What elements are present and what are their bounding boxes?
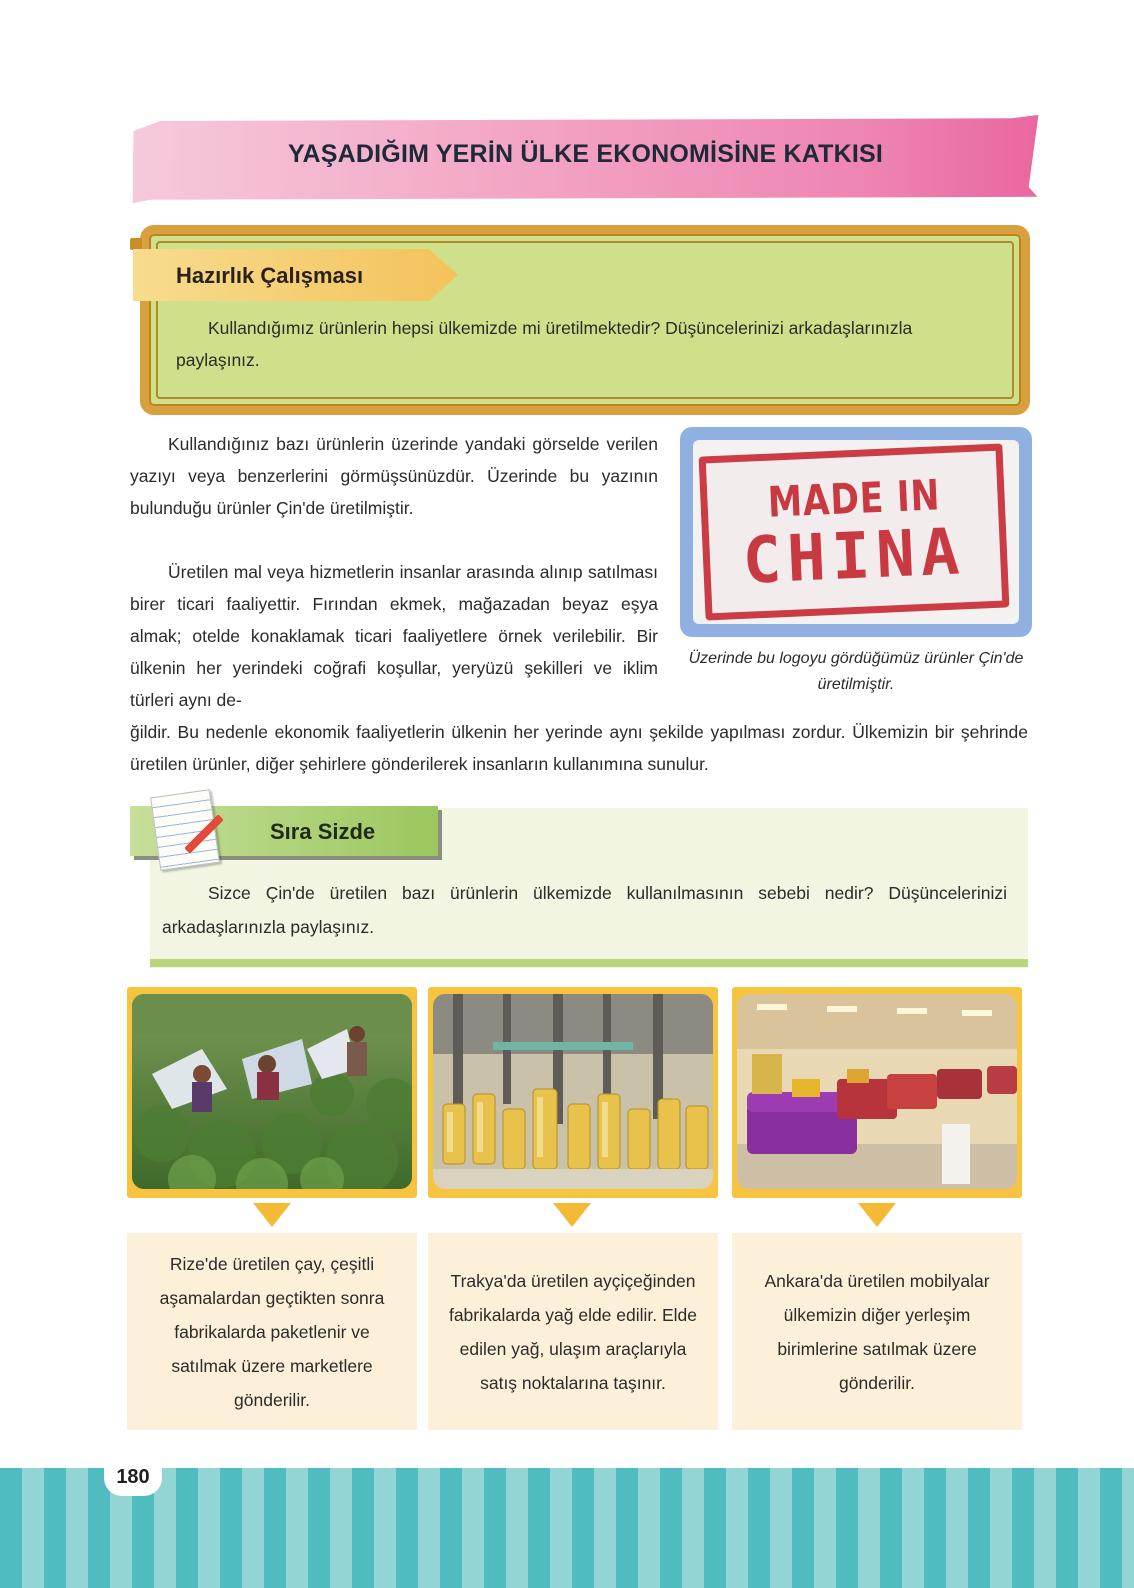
page-number: 180 [116, 1466, 150, 1488]
photo-oil-factory [433, 994, 713, 1189]
caption-oil: Trakya'da üretilen ayçiçeğinden fabrikalarda yağ elde edilir. Elde edilen yağ, ulaşım araçlarıyla satış noktalarına taşınır. [448, 1270, 698, 1393]
body-paragraph-3: ğildir. Bu nedenle ekonomik faaliyetlerin ülkenin her yerinde aynı şekilde yapılması zordur. Ülkemizin bir şehrinde üretilen ürünler, diğer şehirlere gönderilerek insanların kullanımına sunulur. [130, 722, 1028, 774]
oil-factory-illustration [433, 994, 713, 1189]
your-turn-heading: Sıra Sizde [270, 819, 376, 844]
caption-box-oil [428, 1233, 718, 1430]
arrow-down-furniture [858, 1203, 896, 1227]
arrow-down-tea [253, 1203, 291, 1227]
stamp-text-made-in: MADE IN [766, 470, 942, 527]
made-in-china-caption: Üzerinde bu logoyu gördüğümüz ürünler Çin'de üretilmiştir. [688, 650, 1024, 693]
body-paragraph-1-text: Kullandığınız bazı ürünlerin üzerinde yandaki görselde verilen yazıyı veya benzerlerini görmüşsünüzdür. Üzerinde bu yazının bulunduğu ürünler Çin'de üretilmiştir. [130, 434, 658, 518]
body-paragraph-1 [130, 428, 658, 524]
stamp-text-china: CHINA [741, 515, 967, 599]
preparation-text-content: Kullandığımız ürünlerin hepsi ülkemizde mi üretilmektedir? Düşüncelerinizi arkadaşlarınızla paylaşınız. [176, 318, 913, 370]
caption-box-furniture [732, 1233, 1022, 1430]
your-turn-text [162, 876, 1007, 944]
your-turn-box-bottom-bar [150, 959, 1028, 967]
caption-furniture: Ankara'da üretilen mobilyalar ülkemizin diğer yerleşim birimlerine satılmak üzere gönderilir. [764, 1270, 990, 1393]
furniture-store-illustration [737, 994, 1017, 1189]
body-paragraph-2-text: Üretilen mal veya hizmetlerin insanlar arasında alınıp satılması birer ticari faaliyettir. Fırından ekmek, mağazadan beyaz eşya almak; otelde konaklamak ticari faaliyetlere örnek verilebilir. Bir ülkenin her yerindeki coğrafi koşullar, yeryüzü şekilleri ve iklim türleri aynı de- [130, 562, 658, 710]
photo-furniture-store [737, 994, 1017, 1189]
footer-stripes [0, 1468, 1134, 1588]
caption-box-tea [127, 1233, 417, 1430]
photo-tea-harvest [132, 994, 412, 1189]
preparation-heading: Hazırlık Çalışması [176, 263, 364, 288]
page-title: YAŞADIĞIM YERİN ÜLKE EKONOMİSİNE KATKISI [287, 140, 884, 168]
arrow-down-oil [553, 1203, 591, 1227]
your-turn-text-content: Sizce Çin'de üretilen bazı ürünlerin ülkemizde kullanılmasının sebebi nedir? Düşüncelerinizi arkadaşlarınızla paylaşınız. [162, 883, 1007, 937]
body-paragraph-2 [130, 556, 658, 716]
caption-tea: Rize'de üretilen çay, çeşitli aşamalardan geçtikten sonra fabrikalarda paketlenir ve satılmak üzere marketlere gönderilir. [159, 1253, 385, 1410]
preparation-text [176, 312, 986, 376]
preparation-tab-corner [130, 238, 142, 250]
tea-harvest-illustration [132, 994, 412, 1189]
